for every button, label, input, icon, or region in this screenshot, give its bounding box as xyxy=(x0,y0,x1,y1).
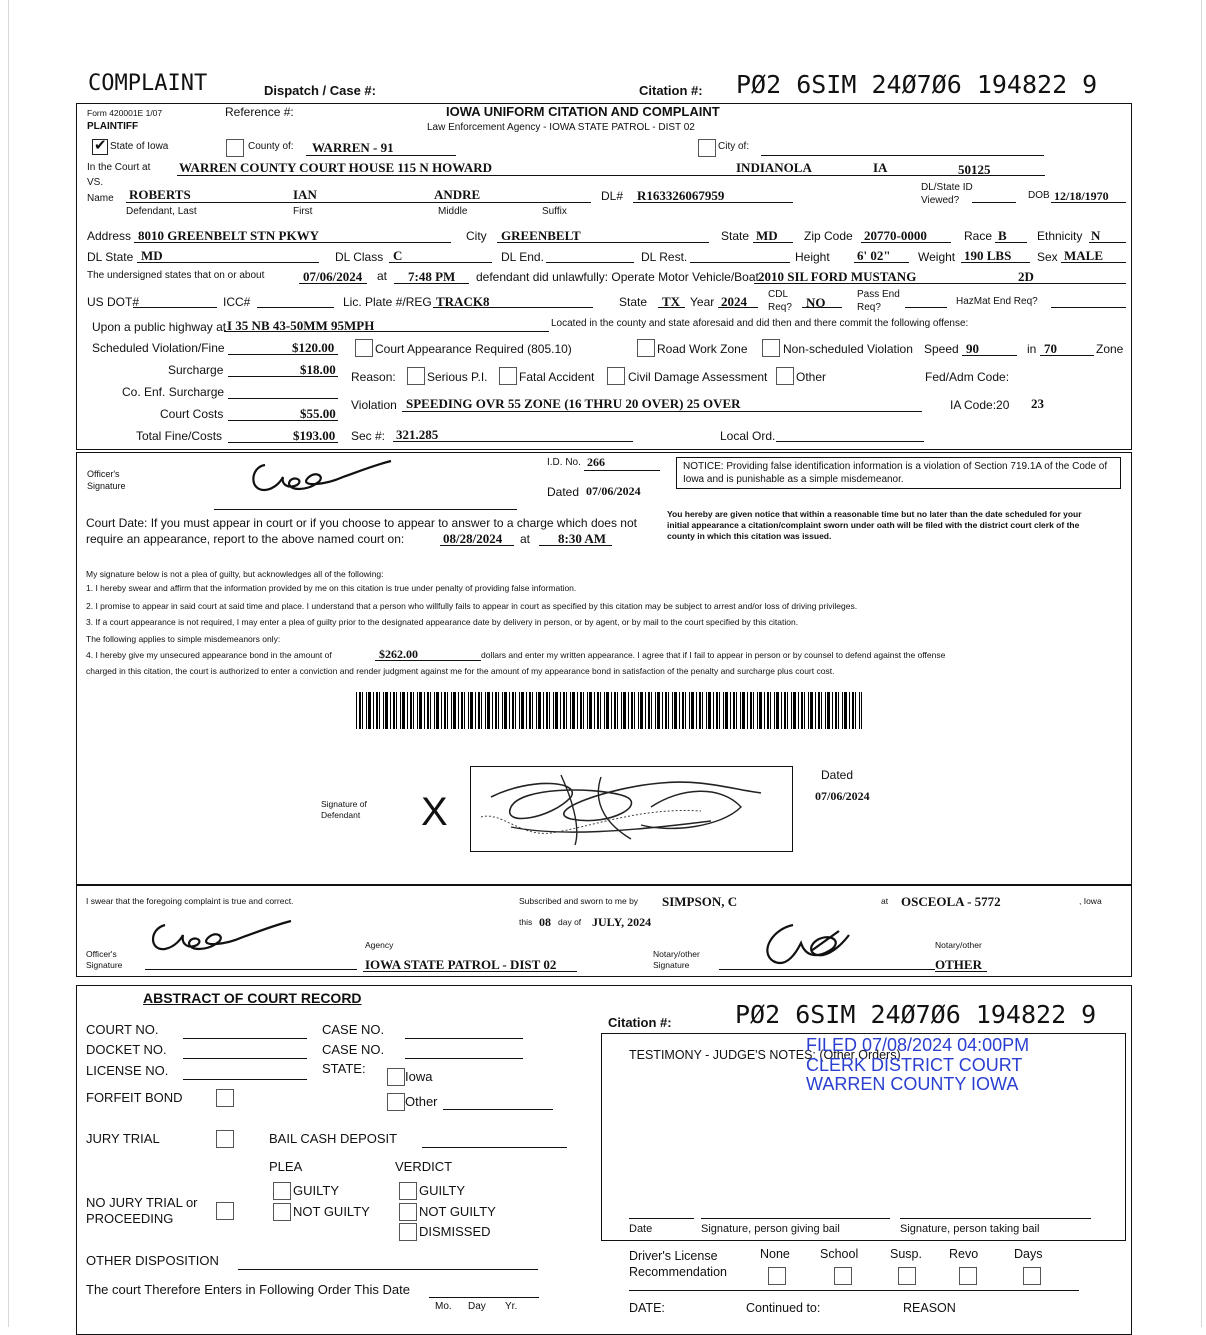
court-label: In the Court at xyxy=(87,162,151,173)
dl-viewed-label: DL/State ID xyxy=(921,182,973,193)
officer-signature-2 xyxy=(145,917,295,957)
docket-no-label: DOCKET NO. xyxy=(86,1042,167,1057)
sworn-month-year: JULY, 2024 xyxy=(592,915,652,929)
name-label: Name xyxy=(87,193,114,204)
court-state: IA xyxy=(873,160,888,175)
rec-school-checkbox[interactable] xyxy=(834,1267,852,1285)
abstract-citation-number: PØ2 6SIM 24Ø7Ø6 194822 9 xyxy=(735,1000,1097,1029)
dismissed-label: DISMISSED xyxy=(419,1224,491,1239)
city-value: GREENBELT xyxy=(501,228,581,243)
surcharge-value: $18.00 xyxy=(300,362,336,377)
sworn-at-label: at xyxy=(881,896,889,906)
unlawfully-label: defendant did unlawfully: Operate Motor Vehicle/Boat xyxy=(476,270,759,284)
case-no-label-2: CASE NO. xyxy=(322,1042,385,1057)
rec-susp-checkbox[interactable] xyxy=(898,1267,916,1285)
pass-end-label2: Req? xyxy=(857,302,881,313)
last-label: Defendant, Last xyxy=(126,206,197,217)
state-of-iowa-label: State of Iowa xyxy=(110,141,169,152)
jury-checkbox[interactable] xyxy=(216,1130,234,1148)
check-icon: ✔ xyxy=(94,137,107,154)
officer-sig-label: Officer's xyxy=(87,469,120,479)
civil-checkbox[interactable] xyxy=(607,367,625,385)
vehicle-doors: 2D xyxy=(1018,269,1034,284)
rec-revo-label: Revo xyxy=(949,1247,979,1261)
court-costs-value: $55.00 xyxy=(300,406,336,421)
coenf-label: Co. Enf. Surcharge xyxy=(122,385,225,399)
cdl-value: NO xyxy=(806,295,826,310)
sworn-notice-line1: You hereby are given notice that within a reasonable time but no later than the date scheduled for your xyxy=(667,509,1082,519)
road-work-checkbox[interactable] xyxy=(637,339,655,357)
suffix-label: Suffix xyxy=(542,206,567,217)
offense-date: 07/06/2024 xyxy=(303,269,363,284)
dl-rec-label2: Recommendation xyxy=(629,1265,727,1279)
dismissed-checkbox[interactable] xyxy=(399,1223,417,1241)
icc-label: ICC# xyxy=(223,295,251,309)
road-work-label: Road Work Zone xyxy=(657,342,748,356)
defendant-signature xyxy=(471,767,791,850)
swear-text: I swear that the foregoing complaint is true and correct. xyxy=(86,896,294,906)
highway-value: I 35 NB 43-50MM 95MPH xyxy=(227,318,375,333)
plea-label: PLEA xyxy=(269,1159,303,1174)
abstract-title: ABSTRACT OF COURT RECORD xyxy=(143,990,362,1006)
county-of-label: County of: xyxy=(248,141,294,152)
surcharge-label: Surcharge xyxy=(168,363,224,377)
dl-state-value: MD xyxy=(141,248,163,263)
sworn-iowa: , Iowa xyxy=(1079,896,1102,906)
plea-not-guilty-checkbox[interactable] xyxy=(273,1203,291,1221)
notary-sig-label: Notary/other xyxy=(653,949,700,959)
month-label: Mo. xyxy=(435,1301,452,1312)
year-value: 2024 xyxy=(721,294,747,309)
plea-not-guilty-label: NOT GUILTY xyxy=(293,1204,370,1219)
offense-time: 7:48 PM xyxy=(408,269,456,284)
undersigned-label: The undersigned states that on or about xyxy=(87,270,265,281)
plea-guilty-checkbox[interactable] xyxy=(273,1182,291,1200)
court-date-value: 08/28/2024 xyxy=(443,531,503,546)
court-no-label: COURT NO. xyxy=(86,1022,159,1037)
form-title: IOWA UNIFORM CITATION AND COMPLAINT xyxy=(446,104,720,119)
located-text: Located in the county and state aforesaid and did then and there commit the following offense: xyxy=(551,318,969,329)
court-appearance-label: Court Appearance Required (805.10) xyxy=(375,342,572,356)
notary-value: OTHER xyxy=(935,957,982,972)
rec-none-checkbox[interactable] xyxy=(768,1267,786,1285)
zone-label: Zone xyxy=(1096,342,1124,356)
agency-label: Agency xyxy=(365,940,394,950)
sec-label: Sec #: xyxy=(351,429,386,443)
court-city: INDIANOLA xyxy=(736,160,812,175)
filed-stamp-line3: WARREN COUNTY IOWA xyxy=(806,1074,1019,1094)
nonscheduled-checkbox[interactable] xyxy=(762,339,780,357)
citation-barcode xyxy=(356,692,862,729)
city-of-label: City of: xyxy=(718,141,750,152)
dl-number: R163326067959 xyxy=(637,188,725,203)
cdl-label2: Req? xyxy=(768,302,792,313)
county-checkbox[interactable] xyxy=(226,139,244,157)
address-value: 8010 GREENBELT STN PKWY xyxy=(138,228,319,243)
sig-taking-label: Signature, person taking bail xyxy=(900,1223,1040,1235)
cdl-label: CDL xyxy=(768,289,789,300)
violation-value: SPEEDING OVR 55 ZONE (16 THRU 20 OVER) 25 OVER xyxy=(406,396,741,411)
defendant-first: IAN xyxy=(293,187,317,202)
case-no-label-1: CASE NO. xyxy=(322,1022,385,1037)
defendant-dated-label: Dated xyxy=(821,768,854,782)
dl-class-value: C xyxy=(393,248,403,263)
ack-line5b: dollars and enter my written appearance. I agree that if I fail to appear in person or by counsel to defend against the offense xyxy=(481,650,946,660)
middle-label: Middle xyxy=(438,206,468,217)
verdict-not-guilty-label: NOT GUILTY xyxy=(419,1204,496,1219)
bail-label: BAIL CASH DEPOSIT xyxy=(269,1131,398,1146)
city-label: City xyxy=(466,229,487,243)
at-label: at xyxy=(377,269,388,283)
other-state-label: Other xyxy=(405,1094,438,1109)
court-costs-label: Court Costs xyxy=(160,407,224,421)
bond-amount: $262.00 xyxy=(379,647,418,661)
fed-code-label: Fed/Adm Code: xyxy=(925,370,1010,384)
filed-stamp-line2: CLERK DISTRICT COURT xyxy=(806,1055,1023,1075)
court-address: WARREN COUNTY COURT HOUSE 115 N HOWARD xyxy=(179,160,493,175)
height-label: Height xyxy=(795,250,830,264)
other-state-checkbox[interactable] xyxy=(387,1093,405,1111)
plaintiff-label: PLAINTIFF xyxy=(87,121,139,132)
dl-end-label: DL End. xyxy=(501,250,544,264)
date-label: DATE: xyxy=(629,1301,665,1315)
address-label: Address xyxy=(87,229,132,243)
fatal-checkbox[interactable] xyxy=(499,367,517,385)
ack-line6: charged in this citation, the court is authorized to enter a conviction and render judgment against me for the amount of my appearance bond in satisfaction of the penalty and surcharge plus court cost. xyxy=(86,666,835,676)
weight-label: Weight xyxy=(918,250,956,264)
local-ord-label: Local Ord. xyxy=(720,429,776,443)
dispatch-label: Dispatch / Case #: xyxy=(264,83,376,98)
defendant-sig-label: Signature of xyxy=(321,799,367,809)
ia-code-value: 23 xyxy=(1031,396,1044,411)
vs-label: VS. xyxy=(87,177,104,188)
serious-pi-checkbox[interactable] xyxy=(407,367,425,385)
abstract-citation-label: Citation #: xyxy=(608,1015,672,1030)
usdot-label: US DOT# xyxy=(87,295,140,309)
state-of-iowa-checkbox[interactable] xyxy=(92,139,108,155)
order-label: The court Therefore Enters in Following Order This Date xyxy=(86,1282,410,1297)
day-label: Day xyxy=(468,1301,486,1312)
highway-label: Upon a public highway at xyxy=(92,320,227,334)
court-at-label: at xyxy=(520,532,531,546)
forfeit-checkbox[interactable] xyxy=(216,1089,234,1107)
speed-label: Speed xyxy=(924,342,959,356)
citation-label: Citation #: xyxy=(639,83,703,98)
dl-class-label: DL Class xyxy=(335,250,384,264)
weight-value: 190 LBS xyxy=(964,248,1012,263)
form-number: Form 420001E 1/07 xyxy=(87,108,163,118)
serious-pi-label: Serious P.I. xyxy=(427,370,488,384)
verdict-not-guilty-checkbox[interactable] xyxy=(399,1203,417,1221)
plea-guilty-label: GUILTY xyxy=(293,1183,339,1198)
this-label: this xyxy=(519,917,533,927)
dl-label: DL# xyxy=(601,189,624,203)
agency-line: Law Enforcement Agency - IOWA STATE PATROL - DIST 02 xyxy=(427,122,695,133)
rec-days-label: Days xyxy=(1014,1247,1043,1261)
scheduled-label: Scheduled Violation/Fine xyxy=(92,341,225,355)
scheduled-value: $120.00 xyxy=(292,340,335,355)
complaint-title: COMPLAINT xyxy=(88,71,208,96)
defendant-sig-label2: Defendant xyxy=(321,810,361,820)
in-label: in xyxy=(1027,342,1037,356)
reason-label-abs: REASON xyxy=(903,1301,956,1315)
dl-state-label: DL State xyxy=(87,250,134,264)
total-label: Total Fine/Costs xyxy=(136,429,223,443)
court-zip: 50125 xyxy=(958,162,991,177)
race-value: B xyxy=(998,228,1007,243)
sex-value: MALE xyxy=(1064,248,1103,263)
dl-rest-label: DL Rest. xyxy=(641,250,688,264)
officer-signature xyxy=(245,455,395,497)
dl-rec-label: Driver's License xyxy=(629,1249,718,1263)
ack-line2: 2. I promise to appear in said court at said time and place. I understand that a person who willfully fails to appear in court as specified by this citation may be subject to arrest and/or loss of driving privileges. xyxy=(86,601,858,611)
jury-label: JURY TRIAL xyxy=(86,1131,160,1146)
year-label: Year xyxy=(690,295,715,309)
license-no-label: LICENSE NO. xyxy=(86,1063,169,1078)
vehicle: 2010 SIL FORD MUSTANG xyxy=(758,269,917,284)
other-reason-checkbox[interactable] xyxy=(776,367,794,385)
abstract-state-label: STATE: xyxy=(322,1061,366,1076)
sworn-day: 08 xyxy=(539,915,551,929)
dl-viewed-label2: Viewed? xyxy=(921,195,960,206)
reason-label: Reason: xyxy=(351,370,396,384)
forfeit-label: FORFEIT BOND xyxy=(86,1090,183,1105)
citation-number: PØ2 6SIM 24Ø7Ø6 194822 9 xyxy=(736,70,1098,99)
plate-label: Lic. Plate #/REG xyxy=(343,295,432,309)
zip-label: Zip Code xyxy=(804,229,853,243)
notary-label: Notary/other xyxy=(935,940,982,950)
officer-sig-label2: Signature xyxy=(87,481,126,491)
county-of-value: WARREN - 91 xyxy=(312,140,394,155)
no-jury-checkbox[interactable] xyxy=(216,1202,234,1220)
subscribed-by: SIMPSON, C xyxy=(662,894,738,909)
ethnicity-label: Ethnicity xyxy=(1037,229,1083,243)
iowa-label: Iowa xyxy=(405,1069,433,1084)
verdict-guilty-label: GUILTY xyxy=(419,1183,465,1198)
dob-label: DOB xyxy=(1028,190,1050,201)
officer-id-value: 266 xyxy=(587,455,605,469)
citation-page xyxy=(8,0,1202,1327)
speed-value: 90 xyxy=(966,341,979,356)
verdict-guilty-checkbox[interactable] xyxy=(399,1182,417,1200)
nonscheduled-label: Non-scheduled Violation xyxy=(783,342,913,356)
dob-value: 12/18/1970 xyxy=(1054,189,1109,203)
testimony-label: TESTIMONY - JUDGE'S NOTES: (Other Orders) xyxy=(629,1048,901,1062)
subscribed-label: Subscribed and sworn to me by xyxy=(519,896,639,906)
total-value: $193.00 xyxy=(293,428,336,443)
ia-code-label: IA Code:20 xyxy=(950,398,1010,412)
day-of-label: day of xyxy=(558,917,582,927)
false-id-notice: NOTICE: Providing false identification information is a violation of Section 719.1A of the Code of Iowa and is punishable as a simple misdemeanor. xyxy=(676,457,1121,489)
city-checkbox[interactable] xyxy=(698,139,716,157)
ack-line4: The following applies to simple misdemeanors only: xyxy=(86,634,281,644)
defendant-middle: ANDRE xyxy=(434,187,481,202)
sworn-notice-line2: initial appearance a citation/complaint sworn under oath will be filed with the district court clerk of the xyxy=(667,520,1080,530)
court-time-value: 8:30 AM xyxy=(558,531,607,546)
ack-line1: 1. I hereby swear and affirm that the information provided by me on this citation is true under penalty of providing false information. xyxy=(86,583,577,593)
ack-intro: My signature below is not a plea of guilty, but acknowledges all of the following: xyxy=(86,569,384,579)
state-value: MD xyxy=(756,228,778,243)
ack-line3: 3. If a court appearance is not required, I may enter a plea of guilty prior to the designated appearance date by delivery in person, or by agent, or by mail to the court specified by this citation. xyxy=(86,617,799,627)
agency-value: IOWA STATE PATROL - DIST 02 xyxy=(365,957,557,972)
officer-sig2-label: Officer's xyxy=(86,949,117,959)
plate-value: TRACK8 xyxy=(436,294,490,309)
pass-end-label: Pass End xyxy=(857,289,900,300)
no-jury-label: NO JURY TRIAL or xyxy=(86,1195,198,1210)
rec-school-label: School xyxy=(820,1247,859,1261)
zip-value: 20770-0000 xyxy=(864,228,927,243)
rec-revo-checkbox[interactable] xyxy=(959,1267,977,1285)
violation-label: Violation xyxy=(351,398,397,412)
notary-signature xyxy=(753,915,853,969)
zone-speed-value: 70 xyxy=(1044,341,1057,356)
ack-line5a: 4. I hereby give my unsecured appearance bond in the amount of xyxy=(86,650,332,660)
filed-stamp-line1: FILED 07/08/2024 04:00PM xyxy=(806,1035,1030,1055)
other-reason-label: Other xyxy=(796,370,827,384)
court-date-line1: Court Date: If you must appear in court or if you choose to appear to answer to a charge which does not xyxy=(86,516,637,530)
officer-sig2-label2: Signature xyxy=(86,960,123,970)
civil-label: Civil Damage Assessment xyxy=(628,370,768,384)
defendant-dated-value: 07/06/2024 xyxy=(815,789,870,803)
plate-state-value: TX xyxy=(662,294,681,309)
iowa-checkbox[interactable] xyxy=(387,1068,405,1086)
rec-susp-label: Susp. xyxy=(890,1247,922,1261)
court-date-line2: require an appearance, report to the above named court on: xyxy=(86,532,405,546)
height-value: 6' 02" xyxy=(857,248,891,263)
officer-dated-value: 07/06/2024 xyxy=(586,484,641,498)
state-label: State xyxy=(721,229,750,243)
plate-state-label: State xyxy=(619,295,648,309)
rec-none-label: None xyxy=(760,1247,790,1261)
ethnicity-value: N xyxy=(1091,228,1101,243)
first-label: First xyxy=(293,206,313,217)
reference-label: Reference #: xyxy=(225,105,294,119)
rec-days-checkbox[interactable] xyxy=(1023,1267,1041,1285)
sworn-location: OSCEOLA - 5772 xyxy=(901,894,1001,909)
verdict-label: VERDICT xyxy=(395,1159,453,1174)
court-appearance-checkbox[interactable] xyxy=(355,339,373,357)
sworn-notice-line3: county in which this citation was issued. xyxy=(667,531,832,541)
x-mark: X xyxy=(421,790,448,834)
no-jury-label2: PROCEEDING xyxy=(86,1211,174,1226)
sec-value: 321.285 xyxy=(396,427,439,442)
hazmat-label: HazMat End Req? xyxy=(956,296,1038,307)
race-label: Race xyxy=(964,229,993,243)
officer-dated-label: Dated xyxy=(547,485,580,499)
defendant-last: ROBERTS xyxy=(129,187,191,202)
year-label-abs: Yr. xyxy=(505,1301,518,1312)
bail-date-label: Date xyxy=(629,1223,653,1235)
other-disposition-label: OTHER DISPOSITION xyxy=(86,1253,219,1268)
officer-id-label: I.D. No. xyxy=(547,457,581,468)
defendant-signature-box xyxy=(470,766,793,852)
continued-label: Continued to: xyxy=(746,1301,821,1315)
fatal-label: Fatal Accident xyxy=(519,370,595,384)
notary-sig-label2: Signature xyxy=(653,960,690,970)
sig-giving-label: Signature, person giving bail xyxy=(701,1223,840,1235)
sex-label: Sex xyxy=(1037,250,1058,264)
